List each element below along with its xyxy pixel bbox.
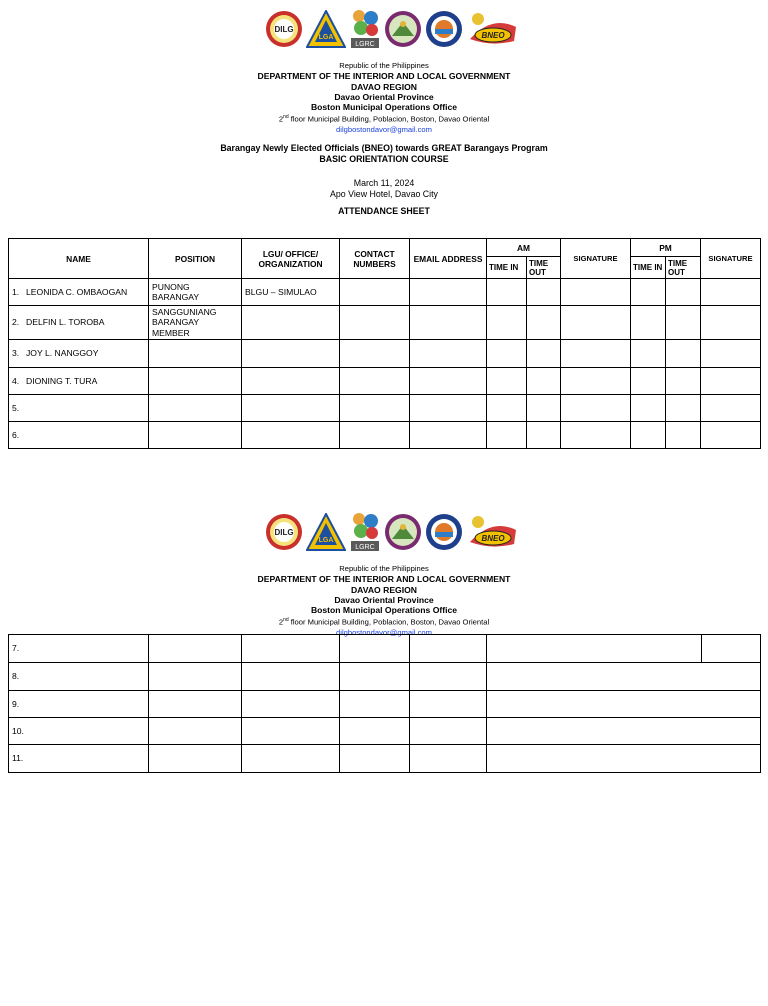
name-cell[interactable] [9, 395, 149, 422]
lgu-cell[interactable] [242, 395, 340, 422]
lgu-cell[interactable] [242, 745, 340, 773]
email-cell[interactable] [410, 663, 487, 691]
lga-triangle-logo [306, 8, 346, 50]
am-signature-cell[interactable] [561, 306, 631, 340]
col-header-pm-time-in: TIME IN [631, 257, 666, 279]
pm-time-in-cell[interactable] [631, 279, 666, 306]
office-address [0, 615, 768, 628]
lgrc-logo [349, 511, 381, 553]
address-text: floor Municipal Building, Poblacion, Boston, Davao Oriental [288, 115, 490, 125]
name-cell[interactable] [9, 340, 149, 368]
dilg-seal-logo [265, 8, 303, 50]
table-row [9, 306, 761, 340]
bneo-logo-text: BNEO [481, 534, 505, 543]
provincial-seal-logo [425, 8, 463, 50]
row-number: 6. [12, 429, 20, 440]
name-cell[interactable] [9, 306, 149, 340]
region-name: DAVAO REGION [350, 81, 418, 92]
position-cell[interactable]: SANGGUNIANG BARANGAY MEMBER [149, 306, 242, 340]
contact-cell[interactable] [340, 663, 410, 691]
address-prefix: 2 [278, 115, 284, 125]
pm-signature-cell[interactable] [701, 279, 761, 306]
contact-cell[interactable] [340, 635, 410, 663]
pm-signature-cell[interactable] [701, 340, 761, 368]
dilg-seal-logo [265, 511, 303, 553]
lgu-cell[interactable] [242, 663, 340, 691]
am-time-out-cell[interactable] [527, 368, 561, 395]
pm-time-out-cell[interactable] [666, 368, 701, 395]
col-header-signature-am: SIGNATURE [561, 239, 631, 279]
pm-signature-cell[interactable] [701, 306, 761, 340]
attendee-name: LEONIDA C. OMBAOGAN [26, 286, 128, 297]
pm-time-out-cell[interactable] [666, 422, 701, 449]
row-number: 4. [12, 375, 20, 386]
lga-triangle-logo [306, 511, 346, 553]
contact-cell[interactable] [340, 368, 410, 395]
email-cell[interactable] [410, 340, 487, 368]
lga-logo-text: LGA [318, 537, 334, 544]
am-time-in-cell[interactable] [487, 279, 527, 306]
provincial-seal-logo [425, 511, 463, 553]
contact-cell[interactable] [340, 718, 410, 745]
bneo-logo-text: BNEO [481, 31, 505, 40]
position-cell[interactable] [149, 395, 242, 422]
lgrc-logo-text: LGRC [355, 544, 375, 551]
contact-cell[interactable] [340, 691, 410, 718]
email-cell[interactable] [410, 306, 487, 340]
lgrc-logo-text: LGRC [355, 41, 375, 48]
region-name: DAVAO REGION [350, 584, 418, 595]
col-header-email: EMAIL ADDRESS [410, 239, 487, 279]
am-time-in-cell[interactable] [487, 306, 527, 340]
signature-cell[interactable] [702, 635, 761, 663]
col-header-pm-time-out: TIME OUT [666, 257, 701, 279]
pm-time-out-cell[interactable] [666, 340, 701, 368]
contact-cell[interactable] [340, 306, 410, 340]
position-cell[interactable] [149, 663, 242, 691]
address-superscript: nd [283, 617, 289, 624]
col-header-contact: CONTACT NUMBERS [340, 239, 410, 279]
pm-time-out-cell[interactable] [666, 395, 701, 422]
am-time-in-cell[interactable] [487, 422, 527, 449]
am-time-out-cell[interactable] [527, 279, 561, 306]
republic-line: Republic of the Philippines [339, 61, 429, 70]
contact-cell[interactable] [340, 422, 410, 449]
table-row [9, 422, 761, 449]
attendance-cell[interactable] [487, 718, 761, 745]
email-cell[interactable] [410, 422, 487, 449]
col-header-am: AM [487, 239, 561, 257]
pm-signature-cell[interactable] [701, 395, 761, 422]
lgu-cell[interactable] [242, 635, 340, 663]
address-prefix: 2 [278, 618, 284, 628]
email-cell[interactable] [410, 368, 487, 395]
lgu-cell[interactable]: BLGU – SIMULAO [242, 279, 340, 306]
lga-logo-text: LGA [318, 34, 334, 41]
row-number: 5. [12, 402, 20, 413]
pm-time-in-cell[interactable] [631, 395, 666, 422]
province-name: Davao Oriental Province [334, 594, 434, 605]
position-cell[interactable] [149, 718, 242, 745]
event-date: March 11, 2024 [353, 178, 415, 188]
sheet-title: ATTENDANCE SHEET [338, 206, 430, 216]
am-time-out-cell[interactable] [527, 306, 561, 340]
col-header-position: POSITION [149, 239, 242, 279]
attendance-table [8, 238, 761, 449]
am-time-out-cell[interactable] [527, 395, 561, 422]
office-email-link[interactable]: dilgbostondavor@gmail.com [336, 628, 432, 638]
pm-signature-cell[interactable] [701, 368, 761, 395]
email-cell[interactable] [410, 395, 487, 422]
am-signature-cell[interactable] [561, 422, 631, 449]
row-number: 11. [12, 753, 24, 764]
lgu-cell[interactable] [242, 368, 340, 395]
republic-line: Republic of the Philippines [339, 564, 429, 573]
event-title [0, 143, 768, 165]
contact-cell[interactable] [340, 395, 410, 422]
name-cell[interactable] [9, 368, 149, 395]
attendance-cell[interactable] [487, 663, 761, 691]
office-email-link[interactable]: dilgbostondavor@gmail.com [336, 125, 432, 135]
address-superscript: nd [283, 114, 289, 121]
contact-cell[interactable] [340, 340, 410, 368]
letterhead-page-2 [0, 564, 768, 639]
attendance-cell[interactable] [487, 745, 761, 773]
lgrc-logo [349, 8, 381, 50]
am-time-out-cell[interactable] [527, 422, 561, 449]
pm-time-in-cell[interactable] [631, 368, 666, 395]
name-cell[interactable] [9, 663, 149, 691]
name-cell[interactable] [9, 691, 149, 718]
course-name: BASIC ORIENTATION COURSE [319, 154, 449, 164]
col-header-am-time-in: TIME IN [487, 257, 527, 279]
letterhead [0, 61, 768, 136]
col-header-signature-pm: SIGNATURE [701, 239, 761, 279]
position-cell[interactable] [149, 635, 242, 663]
row-number: 8. [12, 671, 20, 682]
email-cell[interactable] [410, 745, 487, 773]
am-signature-cell[interactable] [561, 340, 631, 368]
am-signature-cell[interactable] [561, 368, 631, 395]
pm-time-out-cell[interactable] [666, 306, 701, 340]
lgu-cell[interactable] [242, 422, 340, 449]
table-row [9, 395, 761, 422]
am-time-in-cell[interactable] [487, 395, 527, 422]
address-text: floor Municipal Building, Poblacion, Boston, Davao Oriental [288, 618, 490, 628]
pm-time-in-cell[interactable] [631, 340, 666, 368]
lgu-cell[interactable] [242, 691, 340, 718]
position-cell[interactable] [149, 340, 242, 368]
municipal-seal-logo [384, 511, 422, 553]
row-number: 9. [12, 698, 20, 709]
table-row [9, 663, 761, 691]
table-row [9, 368, 761, 395]
am-time-out-cell[interactable] [527, 340, 561, 368]
bneo-logo [466, 511, 518, 553]
pm-time-in-cell[interactable] [631, 422, 666, 449]
email-cell[interactable] [410, 279, 487, 306]
event-details [0, 178, 768, 199]
bneo-logo [466, 8, 518, 50]
position-cell[interactable] [149, 691, 242, 718]
pm-signature-cell[interactable] [701, 422, 761, 449]
col-header-name: NAME [9, 239, 149, 279]
table-row [9, 279, 761, 306]
attendee-name: DIONING T. TURA [26, 375, 98, 386]
logo-strip-page-2 [265, 511, 505, 553]
col-header-pm: PM [631, 239, 701, 257]
attendance-table-continued [8, 634, 761, 773]
attendance-cell[interactable] [487, 635, 702, 663]
am-signature-cell[interactable] [561, 279, 631, 306]
position-cell[interactable] [149, 422, 242, 449]
lgu-cell[interactable] [242, 340, 340, 368]
table-row [9, 718, 761, 745]
dilg-logo-text: DILG [274, 528, 294, 537]
event-venue: Apo View Hotel, Davao City [330, 188, 438, 199]
table-row [9, 635, 761, 663]
municipal-seal-logo [384, 8, 422, 50]
lgu-cell[interactable] [242, 306, 340, 340]
email-cell[interactable] [410, 635, 487, 663]
office-name: Boston Municipal Operations Office [310, 605, 458, 616]
name-cell[interactable] [9, 279, 149, 306]
position-cell[interactable]: PUNONG BARANGAY [149, 279, 242, 306]
department-name: DEPARTMENT OF THE INTERIOR AND LOCAL GOVERNMENT [257, 71, 511, 82]
pm-time-in-cell[interactable] [631, 306, 666, 340]
department-name: DEPARTMENT OF THE INTERIOR AND LOCAL GOVERNMENT [257, 574, 511, 585]
lgu-cell[interactable] [242, 718, 340, 745]
contact-cell[interactable] [340, 279, 410, 306]
attendee-name: JOY L. NANGGOY [26, 348, 99, 359]
col-header-am-time-out: TIME OUT [527, 257, 561, 279]
email-cell[interactable] [410, 718, 487, 745]
pm-time-out-cell[interactable] [666, 279, 701, 306]
attendance-cell[interactable] [487, 691, 761, 718]
row-number: 2. [12, 317, 20, 328]
table-row [9, 691, 761, 718]
program-name: Barangay Newly Elected Officials (BNEO) towards GREAT Barangays Program [220, 143, 548, 153]
row-number: 10. [12, 725, 24, 736]
table-row [9, 745, 761, 773]
position-cell[interactable] [149, 368, 242, 395]
office-name: Boston Municipal Operations Office [310, 102, 458, 113]
name-cell[interactable] [9, 718, 149, 745]
position-cell[interactable] [149, 745, 242, 773]
table-row [9, 340, 761, 368]
contact-cell[interactable] [340, 745, 410, 773]
col-header-lgu: LGU/ OFFICE/ ORGANIZATION [242, 239, 340, 279]
attendee-name: DELFIN L. TOROBA [26, 317, 105, 328]
row-number: 3. [12, 348, 20, 359]
name-cell[interactable] [9, 745, 149, 773]
row-number: 1. [12, 286, 20, 297]
am-time-in-cell[interactable] [487, 340, 527, 368]
logo-strip [265, 8, 505, 50]
email-cell[interactable] [410, 691, 487, 718]
office-address [0, 112, 768, 125]
am-signature-cell[interactable] [561, 395, 631, 422]
name-cell[interactable] [9, 635, 149, 663]
name-cell[interactable] [9, 422, 149, 449]
row-number: 7. [12, 643, 20, 654]
dilg-logo-text: DILG [274, 25, 294, 34]
am-time-in-cell[interactable] [487, 368, 527, 395]
province-name: Davao Oriental Province [334, 91, 434, 102]
